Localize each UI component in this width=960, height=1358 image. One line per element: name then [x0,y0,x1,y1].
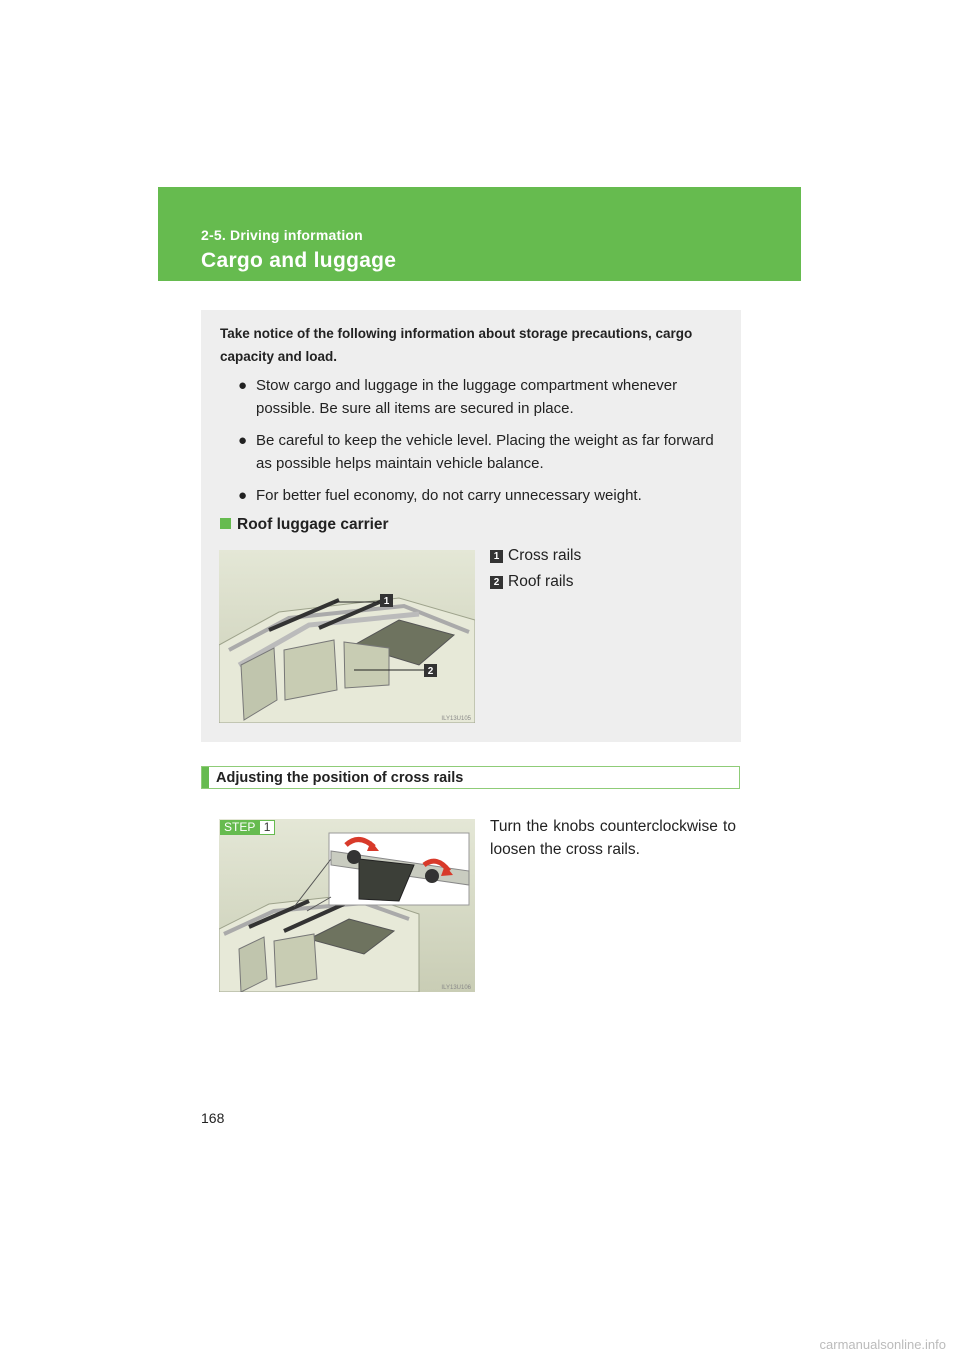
bullet-dot: ● [238,432,248,449]
step-instruction: Turn the knobs counterclockwise to loosen the cross rails. [490,818,736,858]
cross-rail-knob-illustration [219,819,475,992]
legend-label: Roof rails [508,573,574,590]
step-badge [220,820,275,835]
procedure-heading [201,766,740,789]
bullet-dot: ● [238,377,248,394]
figure-code: ILY13U106 [441,985,471,991]
page-title: Cargo and luggage [201,249,397,272]
bullet-item [238,484,723,507]
figure-callout-1: 1 [383,596,390,607]
callout-badge: 2 [490,576,503,589]
section-label: 2-5. Driving information [201,227,363,243]
bullet-text: For better fuel economy, do not carry unnecessary weight. [256,487,642,504]
procedure-accent [202,767,209,788]
step-word: STEP [220,820,259,835]
bullet-item [238,374,723,420]
legend-label: Cross rails [508,547,582,564]
procedure-heading-text: Adjusting the position of cross rails [216,770,464,786]
legend-item-cross-rails [490,547,581,565]
subsection-heading [220,516,389,534]
bullet-item [238,429,723,475]
bullet-text: Be careful to keep the vehicle level. Placing the weight as far forward as possible helps maintain vehicle balance. [256,432,714,472]
figure-code: ILY13U105 [441,716,471,722]
page-number: 168 [201,1110,225,1126]
square-bullet-icon [220,518,231,529]
roof-carrier-illustration [219,550,475,723]
bullet-text: Stow cargo and luggage in the luggage compartment whenever possible. Be sure all items are secured in place. [256,377,678,417]
notice-intro: Take notice of the following information about storage precautions, cargo capacity and load. [220,326,693,364]
cross-rail-knob-svg [219,819,475,992]
callout-badge: 1 [490,550,503,563]
subsection-heading-text: Roof luggage carrier [237,516,389,533]
figure-callout-2: 2 [427,666,434,677]
bullet-dot: ● [238,487,248,504]
section-header [158,187,801,281]
step-number: 1 [259,820,276,835]
roof-carrier-svg [219,550,475,723]
watermark: carmanualsonline.info [819,1337,946,1352]
notice-box [201,310,741,742]
legend-item-roof-rails [490,573,573,591]
